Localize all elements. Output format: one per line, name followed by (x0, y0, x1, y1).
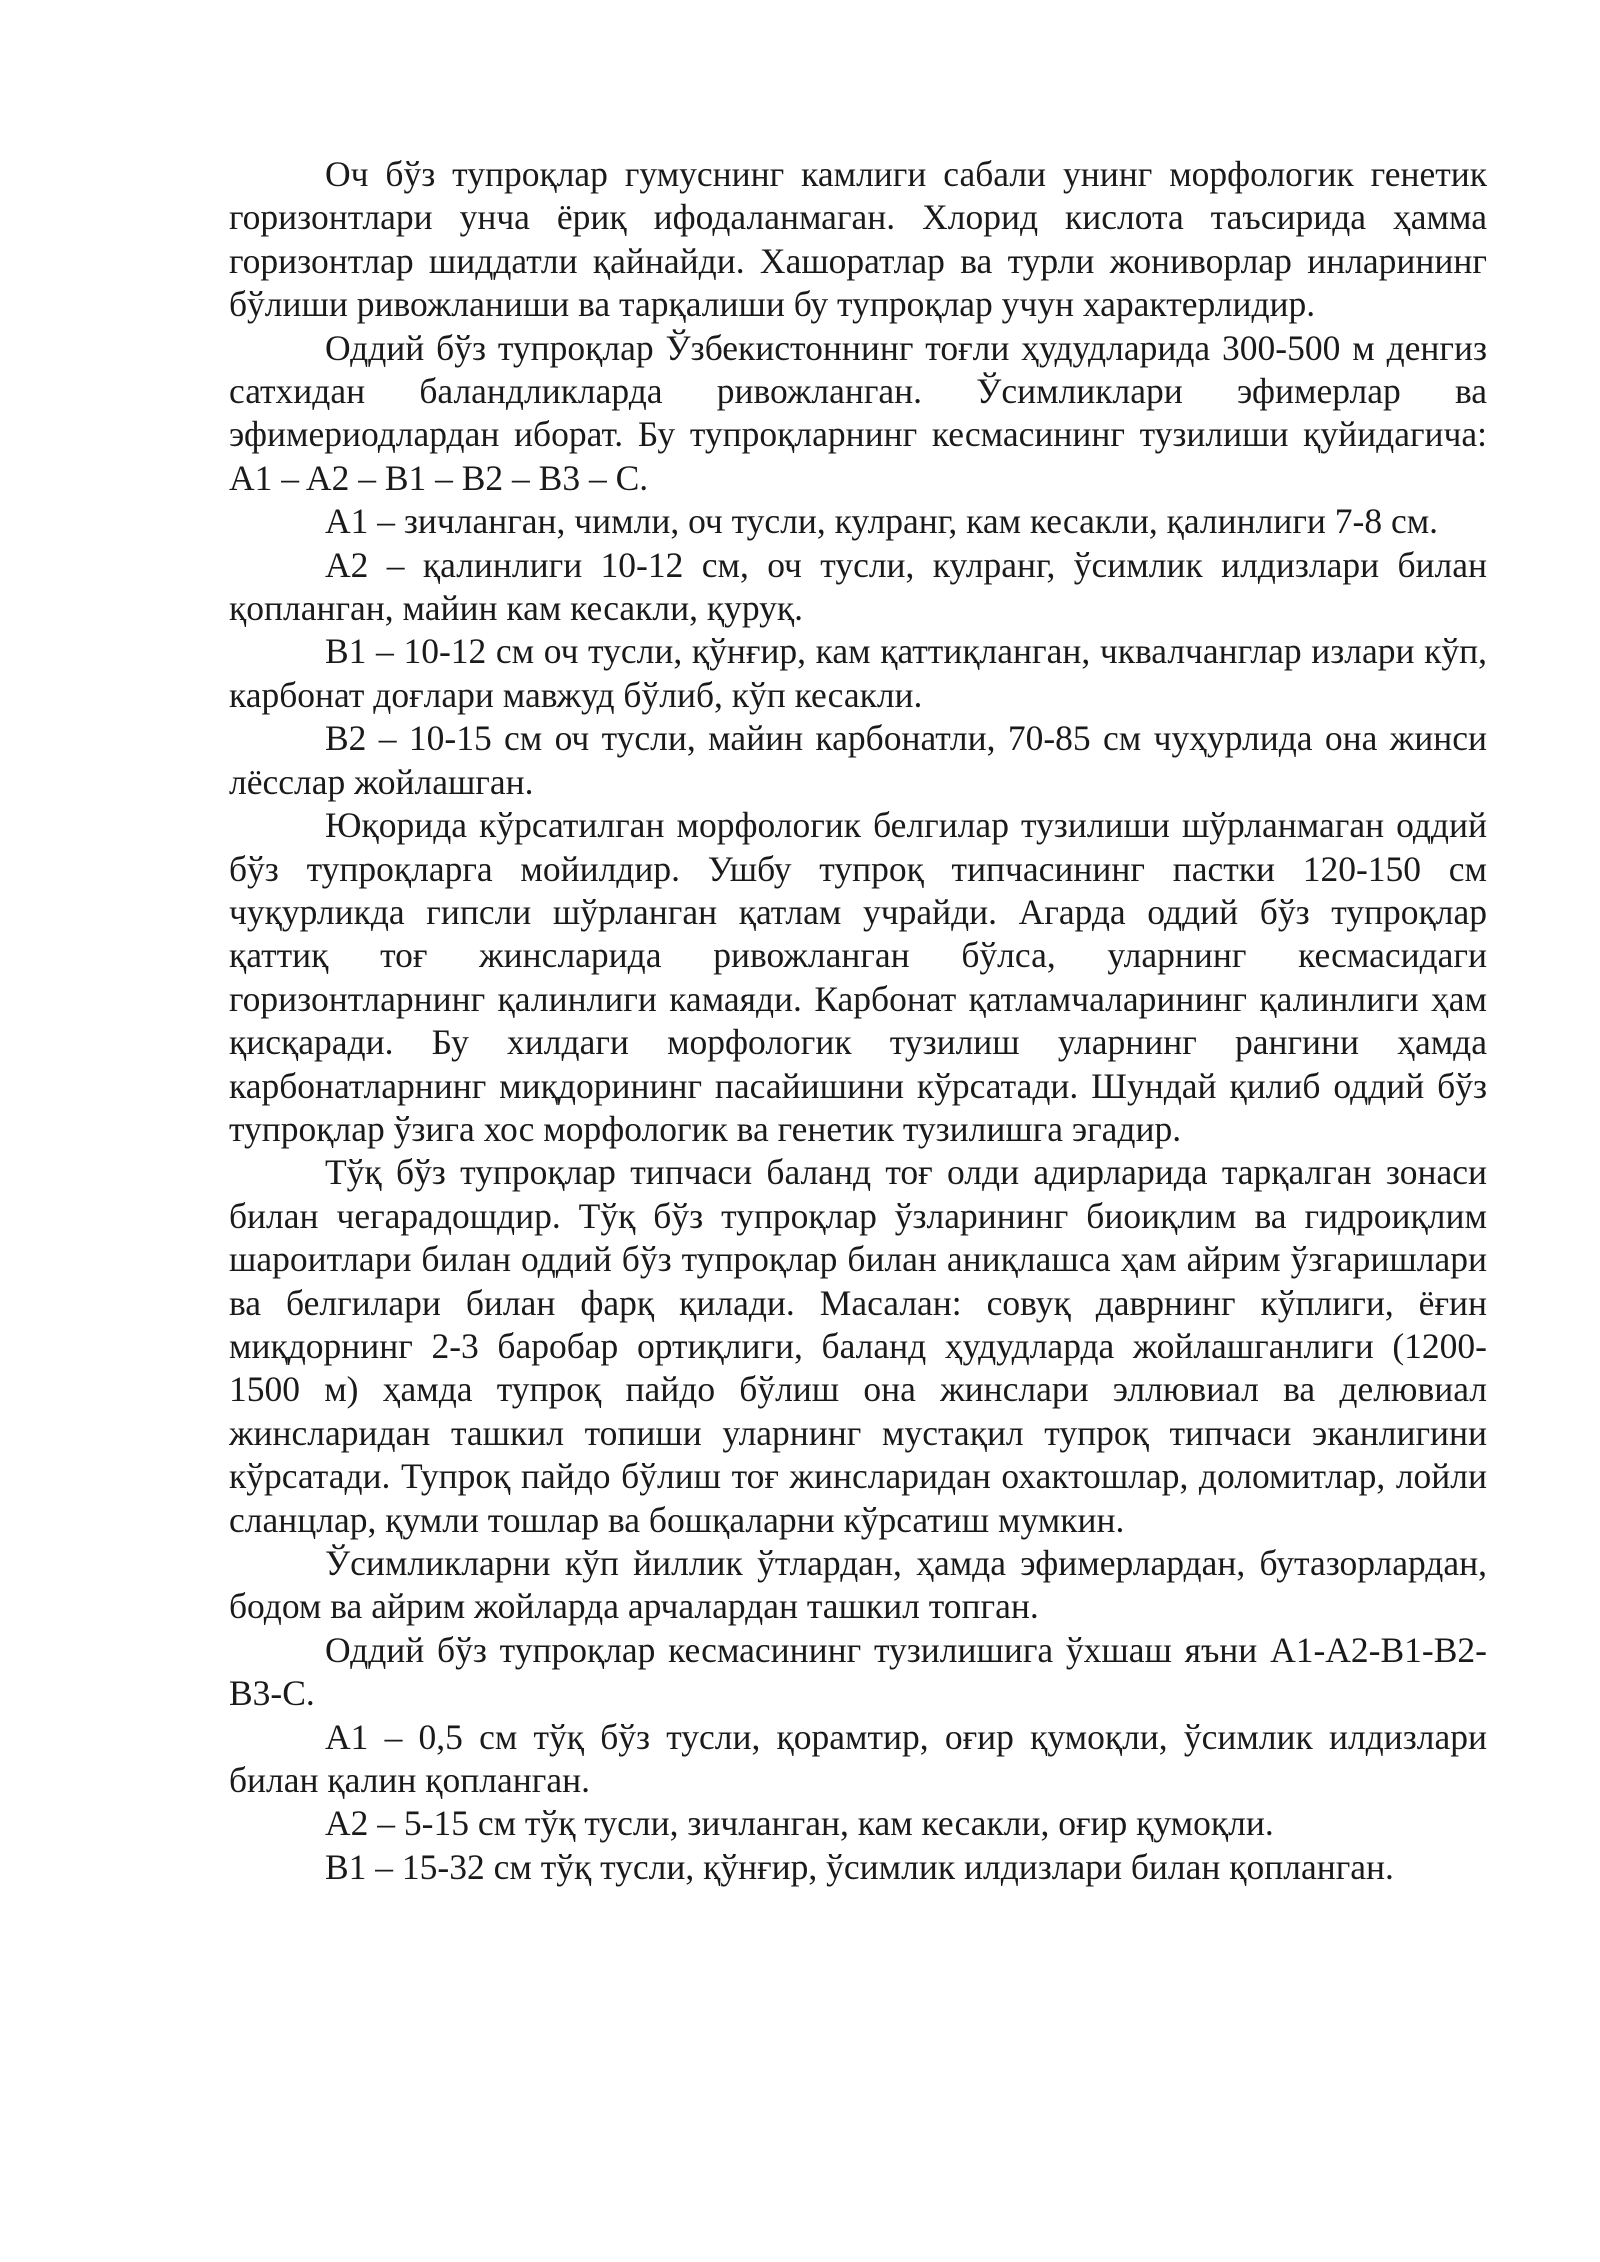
paragraph-horizon-b2: B2 – 10-15 см оч тусли, майин карбонатли, 70-85 см чуҳурлида она жинси лёсслар жойлашган. (229, 718, 1487, 802)
paragraph-horizon-a1: A1 – зичланган, чимли, оч тусли, кулранг, кам кесакли, қалинлиги 7-8 см. (325, 501, 1439, 542)
paragraph-light-sierozem: Оч бўз тупроқлар гумуснинг камлиги сабали унинг морфологик генетик горизонтлари унча ёриқ ифодаланмаган. Хлорид кислота таъсирида ҳамма горизонтлар шиддатли қайнайди. Хашоратлар ва турли жониворлар инларининг бўлиши ривожланиши ва тарқалиши бу тупроқлар учун характерлидир. (229, 154, 1487, 325)
paragraph-profile-structure: Оддий бўз тупроқлар кесмасининг тузилишига ўхшаш яъни A1-A2-B1-B2-B3-C. (229, 1629, 1487, 1714)
paragraph-dark-horizon-a2: A2 – 5-15 см тўқ тусли, зичланган, кам кесакли, оғир қумоқли. (325, 1803, 1274, 1844)
document-body (229, 153, 1487, 1889)
paragraph-dark-horizon-b1: B1 – 15-32 см тўқ тусли, қўнғир, ўсимлик илдизлари билан қопланган. (325, 1846, 1394, 1887)
paragraph-horizon-b1: B1 – 10-12 см оч тусли, қўнғир, кам қаттиқланган, чквалчанглар излари кўп, карбонат доғлари мавжуд бўлиб, кўп кесакли. (229, 631, 1487, 715)
paragraph-typical-sierozem: Оддий бўз тупроқлар Ўзбекистоннинг тоғли ҳудудларида 300-500 м денгиз сатхидан баландликларда ривожланган. Ўсимликлари эфимерлар ва эфимериодлардан иборат. Бу тупроқларнинг кесмасининг тузилиши қуйидагича: A1 – A2 – B1 – B2 – B3 – C. (229, 327, 1487, 498)
paragraph-vegetation: Ўсимликларни кўп йиллик ўтлардан, ҳамда эфимерлардан, бутазорлардан, бодом ва айрим жойларда арчалардан ташкил топган. (229, 1543, 1487, 1627)
paragraph-dark-sierozem: Тўқ бўз тупроқлар типчаси баланд тоғ олди адирларида тарқалган зонаси билан чегарадошдир. Тўқ бўз тупроқлар ўзларининг биоиқлим ва гидроиқлим шароитлари билан оддий бўз тупроқлар билан аниқлашса ҳам айрим ўзгаришлари ва белгилари билан фарқ қилади. Масалан: совуқ даврнинг кўплиги, ёғин миқдорнинг 2-3 баробар ортиқлиги, баланд ҳудудларда жойлашганлиги (1200-1500 м) ҳамда тупроқ пайдо бўлиш она жинслари эллювиал ва делювиал жинсларидан ташкил топиши уларнинг мустақил тупроқ типчаси эканлигини кўрсатади. Тупроқ пайдо бўлиш тоғ жинсларидан охактошлар, доломитлар, лойли сланцлар, қумли тошлар ва бошқаларни кўрсатиш мумкин. (229, 1152, 1487, 1540)
paragraph-morphology-summary: Юқорида кўрсатилган морфологик белгилар тузилиши шўрланмаган оддий бўз тупроқларга мойилдир. Ушбу тупроқ типчасининг пастки 120-150 см чуқурликда гипсли шўрланган қатлам учрайди. Агарда оддий бўз тупроқлар қаттиқ тоғ жинсларида ривожланган бўлса, уларнинг кесмасидаги горизонтларнинг қалинлиги камаяди. Карбонат қатламчаларининг қалинлиги ҳам қисқаради. Бу хилдаги морфологик тузилиш уларнинг рангини ҳамда карбонатларнинг миқдорининг пасайишини кўрсатади. Шундай қилиб оддий бўз тупроқлар ўзига хос морфологик ва генетик тузилишга эгадир. (229, 805, 1487, 1149)
paragraph-dark-horizon-a1: A1 – 0,5 см тўқ бўз тусли, қорамтир, оғир қумоқли, ўсимлик илдизлари билан қалин қопланган. (229, 1716, 1487, 1801)
paragraph-horizon-a2: A2 – қалинлиги 10-12 см, оч тусли, кулранг, ўсимлик илдизлари билан қопланган, майин кам кесакли, қуруқ. (229, 544, 1487, 629)
